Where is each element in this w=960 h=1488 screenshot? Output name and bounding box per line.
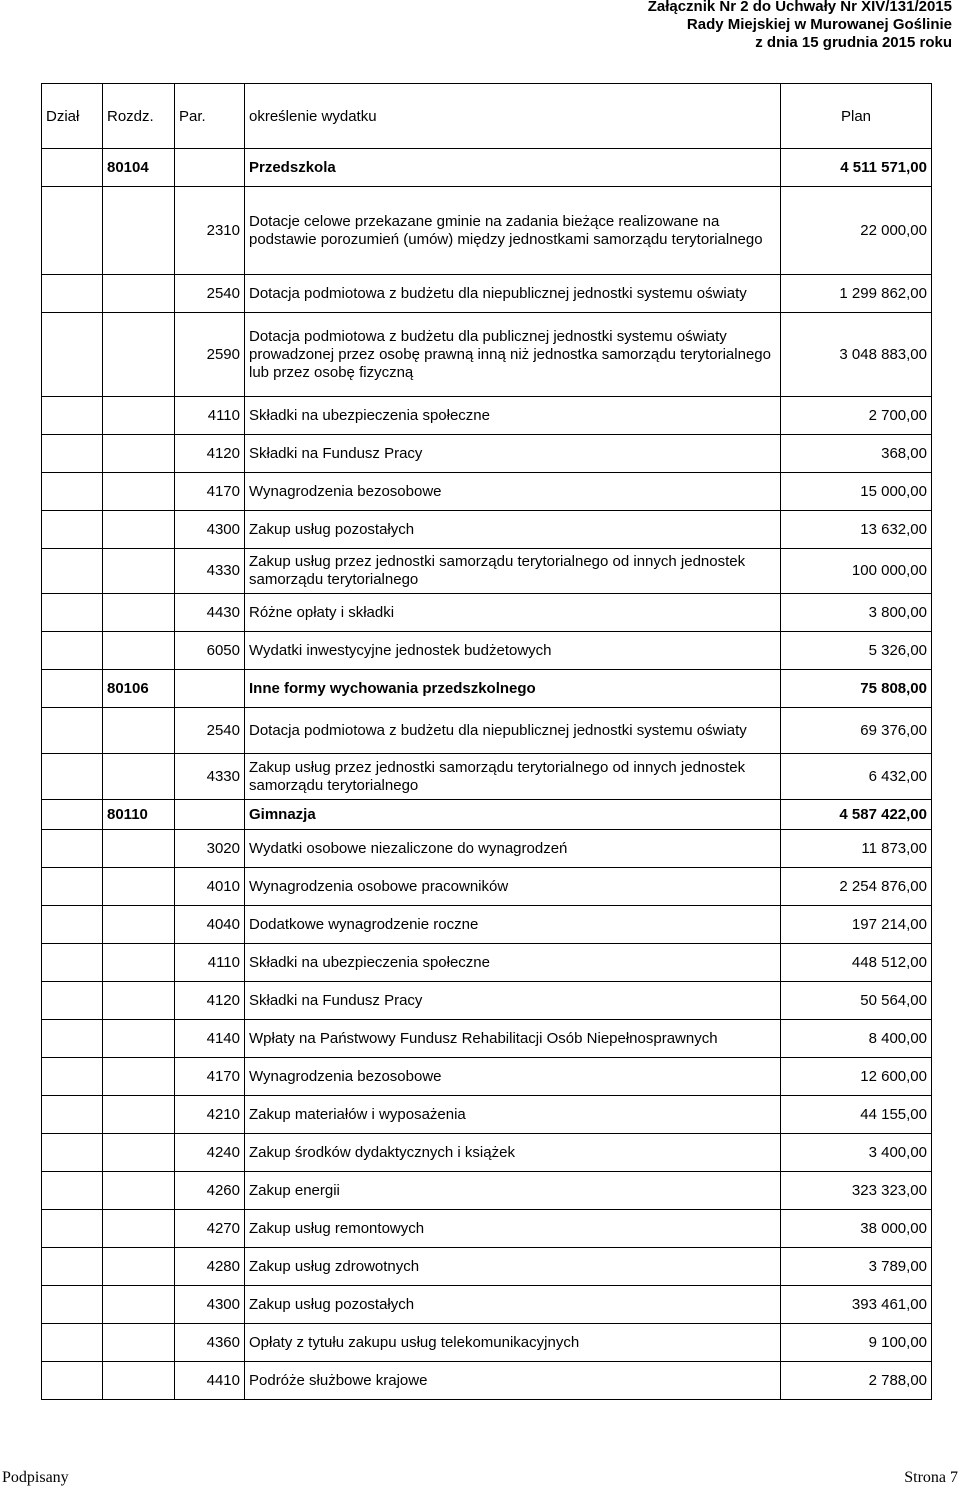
table-row <box>42 1134 932 1172</box>
table-row <box>42 594 932 632</box>
cell-rozdz <box>103 906 175 944</box>
table-row <box>42 1248 932 1286</box>
cell-rozdz <box>103 397 175 435</box>
cell-paragraph: 3020 <box>175 830 245 868</box>
cell-dzial <box>42 708 103 754</box>
cell-dzial <box>42 1172 103 1210</box>
table-row <box>42 1172 932 1210</box>
cell-dzial <box>42 1096 103 1134</box>
cell-paragraph: 6050 <box>175 632 245 670</box>
cell-rozdz <box>103 1020 175 1058</box>
cell-rozdz <box>103 511 175 549</box>
cell-rozdz <box>103 830 175 868</box>
cell-paragraph: 4270 <box>175 1210 245 1248</box>
cell-paragraph <box>175 149 245 187</box>
table-row <box>42 944 932 982</box>
cell-rozdz <box>103 594 175 632</box>
table-row <box>42 906 932 944</box>
cell-plan: 5 326,00 <box>781 632 932 670</box>
cell-paragraph: 2540 <box>175 275 245 313</box>
cell-plan: 1 299 862,00 <box>781 275 932 313</box>
cell-plan: 3 800,00 <box>781 594 932 632</box>
cell-description: Różne opłaty i składki <box>245 594 781 632</box>
table-row <box>42 397 932 435</box>
table-row <box>42 1020 932 1058</box>
cell-paragraph: 4120 <box>175 435 245 473</box>
cell-dzial <box>42 982 103 1020</box>
cell-rozdz <box>103 708 175 754</box>
cell-rozdz <box>103 473 175 511</box>
cell-paragraph: 4010 <box>175 868 245 906</box>
cell-rozdz <box>103 754 175 800</box>
cell-plan: 69 376,00 <box>781 708 932 754</box>
cell-plan: 6 432,00 <box>781 754 932 800</box>
cell-description: Zakup materiałów i wyposażenia <box>245 1096 781 1134</box>
cell-dzial <box>42 1324 103 1362</box>
col-header-rozdz: Rozdz. <box>103 84 175 149</box>
cell-description: Inne formy wychowania przedszkolnego <box>245 670 781 708</box>
cell-description: Gimnazja <box>245 800 781 830</box>
col-header-dzial: Dział <box>42 84 103 149</box>
table-row <box>42 549 932 594</box>
cell-paragraph: 4170 <box>175 473 245 511</box>
expenditure-table <box>41 83 932 1400</box>
cell-plan: 50 564,00 <box>781 982 932 1020</box>
cell-rozdz <box>103 1248 175 1286</box>
table-body <box>42 149 932 1400</box>
table-row <box>42 632 932 670</box>
table-row <box>42 1096 932 1134</box>
cell-plan: 13 632,00 <box>781 511 932 549</box>
cell-rozdz <box>103 187 175 275</box>
cell-plan: 3 789,00 <box>781 1248 932 1286</box>
cell-plan: 11 873,00 <box>781 830 932 868</box>
cell-description: Zakup usług remontowych <box>245 1210 781 1248</box>
cell-plan: 197 214,00 <box>781 906 932 944</box>
cell-plan: 4 587 422,00 <box>781 800 932 830</box>
cell-description: Dotacja podmiotowa z budżetu dla niepublicznej jednostki systemu oświaty <box>245 708 781 754</box>
cell-rozdz <box>103 632 175 670</box>
cell-dzial <box>42 149 103 187</box>
cell-plan: 75 808,00 <box>781 670 932 708</box>
footer-page-number: Strona 7 <box>904 1469 958 1486</box>
cell-paragraph: 4110 <box>175 944 245 982</box>
cell-paragraph: 4360 <box>175 1324 245 1362</box>
cell-rozdz <box>103 1172 175 1210</box>
cell-rozdz <box>103 1286 175 1324</box>
cell-plan: 393 461,00 <box>781 1286 932 1324</box>
cell-paragraph: 4330 <box>175 549 245 594</box>
cell-description: Składki na ubezpieczenia społeczne <box>245 944 781 982</box>
section-row <box>42 149 932 187</box>
cell-rozdz <box>103 275 175 313</box>
cell-dzial <box>42 1210 103 1248</box>
cell-description: Wydatki inwestycyjne jednostek budżetowych <box>245 632 781 670</box>
table-row <box>42 708 932 754</box>
cell-rozdz <box>103 944 175 982</box>
cell-paragraph: 4140 <box>175 1020 245 1058</box>
cell-description: Dotacja podmiotowa z budżetu dla publicznej jednostki systemu oświaty prowadzonej przez osobę prawną inną niż jednostka samorządu terytorialnego lub przez osobę fizyczną <box>245 313 781 397</box>
cell-plan: 448 512,00 <box>781 944 932 982</box>
header-line-3: z dnia 15 grudnia 2015 roku <box>755 34 952 51</box>
cell-rozdz <box>103 1058 175 1096</box>
cell-rozdz: 80104 <box>103 149 175 187</box>
cell-dzial <box>42 397 103 435</box>
cell-dzial <box>42 1134 103 1172</box>
table-row <box>42 1362 932 1400</box>
cell-paragraph: 4110 <box>175 397 245 435</box>
table-row <box>42 830 932 868</box>
cell-description: Wynagrodzenia osobowe pracowników <box>245 868 781 906</box>
cell-dzial <box>42 511 103 549</box>
cell-description: Zakup usług przez jednostki samorządu terytorialnego od innych jednostek samorządu terytorialnego <box>245 549 781 594</box>
cell-rozdz <box>103 313 175 397</box>
cell-description: Wynagrodzenia bezosobowe <box>245 473 781 511</box>
cell-plan: 44 155,00 <box>781 1096 932 1134</box>
cell-paragraph: 4430 <box>175 594 245 632</box>
cell-paragraph: 2310 <box>175 187 245 275</box>
cell-dzial <box>42 754 103 800</box>
table-row <box>42 473 932 511</box>
cell-dzial <box>42 944 103 982</box>
cell-dzial <box>42 830 103 868</box>
cell-rozdz <box>103 982 175 1020</box>
cell-rozdz <box>103 1134 175 1172</box>
cell-description: Dodatkowe wynagrodzenie roczne <box>245 906 781 944</box>
cell-paragraph: 4040 <box>175 906 245 944</box>
cell-paragraph <box>175 670 245 708</box>
col-header-plan: Plan <box>781 84 932 149</box>
cell-dzial <box>42 906 103 944</box>
cell-paragraph: 2540 <box>175 708 245 754</box>
cell-paragraph: 4240 <box>175 1134 245 1172</box>
table-row <box>42 187 932 275</box>
cell-dzial <box>42 800 103 830</box>
cell-dzial <box>42 632 103 670</box>
cell-plan: 4 511 571,00 <box>781 149 932 187</box>
col-header-opis: określenie wydatku <box>245 84 781 149</box>
cell-plan: 9 100,00 <box>781 1324 932 1362</box>
cell-plan: 2 788,00 <box>781 1362 932 1400</box>
cell-paragraph: 4300 <box>175 1286 245 1324</box>
cell-rozdz <box>103 435 175 473</box>
cell-rozdz <box>103 868 175 906</box>
cell-dzial <box>42 670 103 708</box>
table-row <box>42 1058 932 1096</box>
cell-plan: 38 000,00 <box>781 1210 932 1248</box>
table-row <box>42 754 932 800</box>
cell-dzial <box>42 1286 103 1324</box>
table-row <box>42 313 932 397</box>
cell-description: Wynagrodzenia bezosobowe <box>245 1058 781 1096</box>
cell-plan: 22 000,00 <box>781 187 932 275</box>
cell-plan: 2 254 876,00 <box>781 868 932 906</box>
cell-paragraph: 4170 <box>175 1058 245 1096</box>
section-row <box>42 670 932 708</box>
table-row <box>42 982 932 1020</box>
table-row <box>42 435 932 473</box>
cell-paragraph: 4410 <box>175 1362 245 1400</box>
cell-dzial <box>42 473 103 511</box>
table-row <box>42 1286 932 1324</box>
cell-paragraph: 4300 <box>175 511 245 549</box>
header-line-1: Załącznik Nr 2 do Uchwały Nr XIV/131/2015 <box>647 0 952 15</box>
cell-description: Składki na Fundusz Pracy <box>245 982 781 1020</box>
cell-plan: 8 400,00 <box>781 1020 932 1058</box>
cell-description: Dotacja podmiotowa z budżetu dla niepublicznej jednostki systemu oświaty <box>245 275 781 313</box>
table-row <box>42 1324 932 1362</box>
cell-rozdz: 80110 <box>103 800 175 830</box>
cell-description: Dotacje celowe przekazane gminie na zadania bieżące realizowane na podstawie porozumień (umów) między jednostkami samorządu terytorialnego <box>245 187 781 275</box>
table-row <box>42 511 932 549</box>
col-header-par: Par. <box>175 84 245 149</box>
cell-plan: 15 000,00 <box>781 473 932 511</box>
cell-rozdz <box>103 549 175 594</box>
cell-dzial <box>42 594 103 632</box>
document-header <box>648 0 952 52</box>
cell-description: Zakup usług zdrowotnych <box>245 1248 781 1286</box>
cell-description: Zakup usług pozostałych <box>245 1286 781 1324</box>
cell-dzial <box>42 868 103 906</box>
cell-paragraph: 4260 <box>175 1172 245 1210</box>
cell-dzial <box>42 313 103 397</box>
cell-dzial <box>42 187 103 275</box>
cell-description: Zakup usług pozostałych <box>245 511 781 549</box>
cell-description: Zakup usług przez jednostki samorządu terytorialnego od innych jednostek samorządu terytorialnego <box>245 754 781 800</box>
cell-plan: 2 700,00 <box>781 397 932 435</box>
cell-rozdz <box>103 1096 175 1134</box>
cell-description: Zakup środków dydaktycznych i książek <box>245 1134 781 1172</box>
table-row <box>42 868 932 906</box>
cell-dzial <box>42 435 103 473</box>
cell-description: Składki na Fundusz Pracy <box>245 435 781 473</box>
header-line-2: Rady Miejskiej w Murowanej Goślinie <box>686 16 952 33</box>
cell-rozdz: 80106 <box>103 670 175 708</box>
cell-description: Zakup energii <box>245 1172 781 1210</box>
cell-paragraph: 2590 <box>175 313 245 397</box>
cell-paragraph: 4120 <box>175 982 245 1020</box>
cell-description: Opłaty z tytułu zakupu usług telekomunikacyjnych <box>245 1324 781 1362</box>
cell-plan: 323 323,00 <box>781 1172 932 1210</box>
table-row <box>42 1210 932 1248</box>
cell-description: Wydatki osobowe niezaliczone do wynagrodzeń <box>245 830 781 868</box>
table-header-row <box>42 84 932 149</box>
cell-paragraph: 4210 <box>175 1096 245 1134</box>
cell-description: Wpłaty na Państwowy Fundusz Rehabilitacji Osób Niepełnosprawnych <box>245 1020 781 1058</box>
cell-dzial <box>42 1058 103 1096</box>
section-row <box>42 800 932 830</box>
cell-dzial <box>42 549 103 594</box>
cell-rozdz <box>103 1210 175 1248</box>
cell-dzial <box>42 1020 103 1058</box>
cell-dzial <box>42 1248 103 1286</box>
cell-description: Przedszkola <box>245 149 781 187</box>
cell-plan: 100 000,00 <box>781 549 932 594</box>
cell-plan: 368,00 <box>781 435 932 473</box>
footer-signed: Podpisany <box>2 1469 69 1486</box>
cell-dzial <box>42 275 103 313</box>
cell-rozdz <box>103 1362 175 1400</box>
cell-paragraph <box>175 800 245 830</box>
cell-rozdz <box>103 1324 175 1362</box>
cell-dzial <box>42 1362 103 1400</box>
table-row <box>42 275 932 313</box>
cell-description: Podróże służbowe krajowe <box>245 1362 781 1400</box>
cell-plan: 3 400,00 <box>781 1134 932 1172</box>
cell-paragraph: 4330 <box>175 754 245 800</box>
cell-plan: 12 600,00 <box>781 1058 932 1096</box>
cell-description: Składki na ubezpieczenia społeczne <box>245 397 781 435</box>
cell-paragraph: 4280 <box>175 1248 245 1286</box>
cell-plan: 3 048 883,00 <box>781 313 932 397</box>
